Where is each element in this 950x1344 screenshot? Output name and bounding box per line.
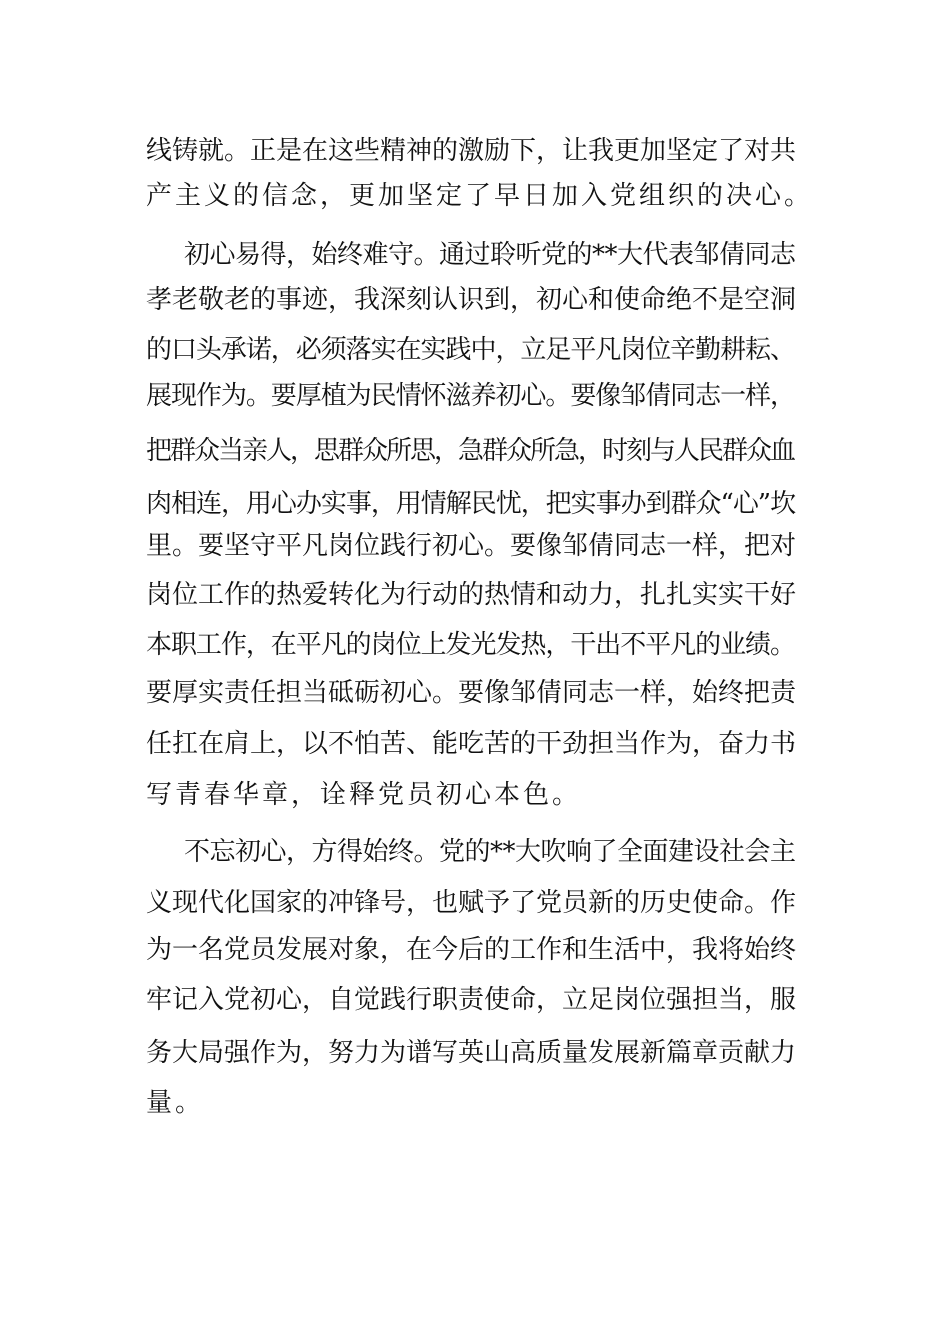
text-line: 初心易得，始终难守。通过聆听党的**大代表邹倩同志: [184, 240, 796, 270]
text-line: 里。要坚守平凡岗位践行初心。要像邹倩同志一样，把对: [146, 531, 797, 561]
text-line: 岗位工作的热爱转化为行动的热情和动力，扎扎实实干好: [146, 580, 797, 610]
text-line: 展现作为。要厚植为民情怀滋养初心。要像邹倩同志一样，: [146, 381, 795, 411]
text-line: 孝老敬老的事迹，我深刻认识到，初心和使命绝不是空洞: [146, 285, 797, 315]
text-line: 为一名党员发展对象，在今后的工作和生活中，我将始终: [146, 935, 797, 965]
text-line: 务大局强作为，努力为谱写英山高质量发展新篇章贡献力: [146, 1038, 797, 1068]
text-line: 牢记入党初心，自觉践行职责使命，立足岗位强担当，服: [146, 985, 797, 1015]
text-line: 要厚实责任担当砥砺初心。要像邹倩同志一样，始终把责: [146, 678, 797, 708]
text-line: 写青春华章，诠释党员初心本色。: [146, 780, 582, 810]
text-line: 肉相连，用心办实事，用情解民忧，把实事办到群众“心”坎: [146, 489, 796, 519]
text-line: 任扛在肩上，以不怕苦、能吃苦的干劲担当作为，奋力书: [146, 729, 797, 759]
text-line: 本职工作，在平凡的岗位上发光发热，干出不平凡的业绩。: [146, 630, 795, 660]
text-line: 不忘初心，方得始终。党的**大吹响了全面建设社会主: [184, 837, 796, 867]
text-line: 产主义的信念，更加坚定了早日加入党组织的决心。: [146, 181, 814, 211]
text-line: 量。: [146, 1088, 205, 1118]
text-line: 义现代化国家的冲锋号，也赋予了党员新的历史使命。作: [146, 888, 797, 918]
text-line: 把群众当亲人，思群众所思，急群众所急，时刻与人民群众血: [146, 436, 795, 466]
text-line: 的口头承诺，必须落实在实践中，立足平凡岗位辛勤耕耘、: [146, 335, 795, 365]
text-line: 线铸就。正是在这些精神的激励下，让我更加坚定了对共: [146, 136, 797, 166]
